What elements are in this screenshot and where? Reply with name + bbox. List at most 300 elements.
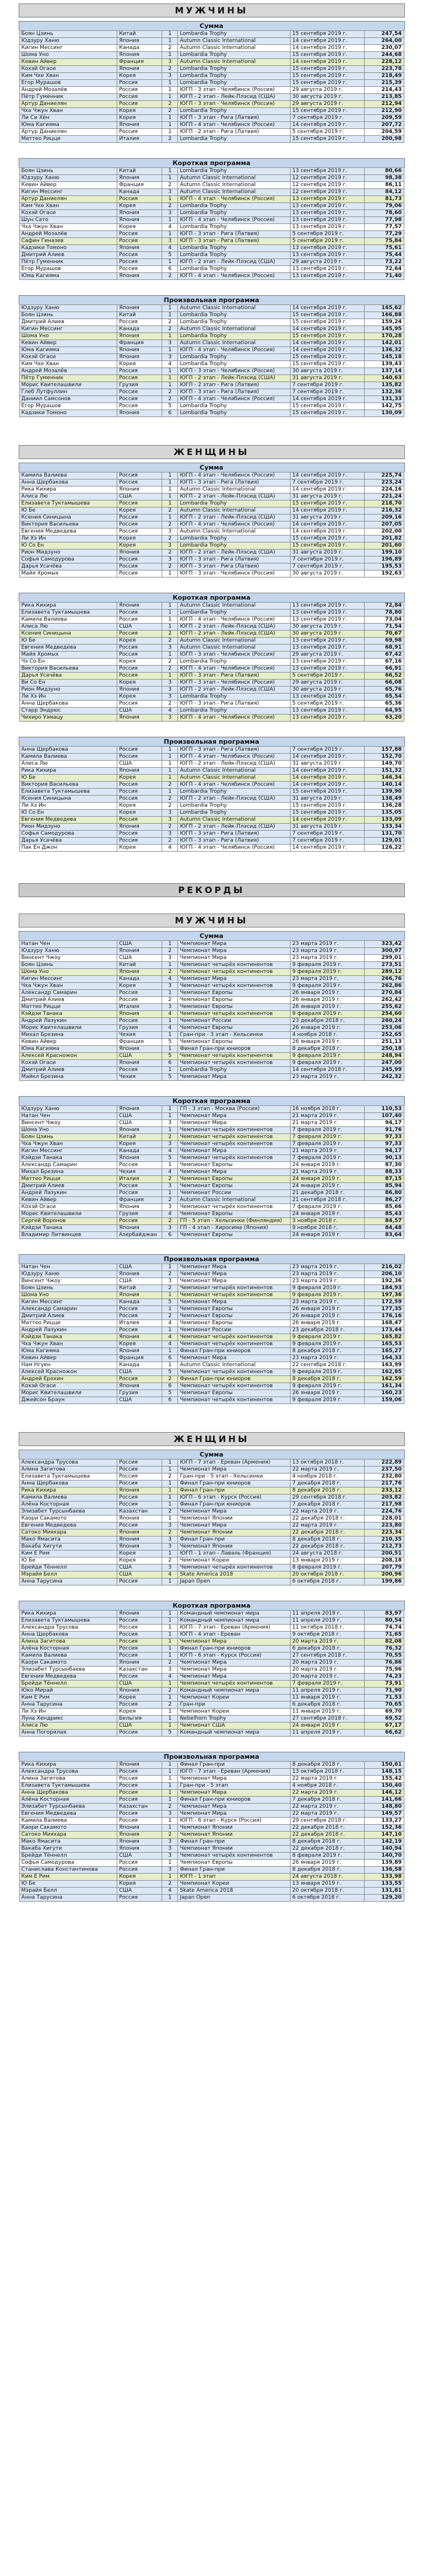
country-cell: Япония [117, 347, 162, 354]
table-row [19, 115, 404, 122]
date-cell: 15 сентября 2019 г. [290, 810, 364, 817]
country-cell: Россия [117, 1639, 162, 1646]
date-cell: 23 марта 2019 г. [290, 1271, 364, 1278]
competition-cell: ЮГП - 4 этап - Челябинск (Россия) [178, 347, 291, 354]
country-cell: Япония [117, 1660, 162, 1667]
skater-name-cell: Кевин Айвер [19, 340, 117, 347]
table-row [19, 501, 404, 508]
competition-cell: Чемпионат Европы [178, 1176, 291, 1183]
score-cell: 223,24 [365, 480, 404, 487]
date-cell: 30 августа 2019 г. [290, 624, 364, 631]
country-cell: Россия [117, 617, 162, 624]
place-cell: 5 [162, 1299, 178, 1306]
competition-cell: Autumn Classic International [178, 638, 291, 645]
place-cell: 2 [162, 1688, 178, 1695]
skater-name-cell: Анна Щербакова [19, 1790, 117, 1797]
skater-name-cell: Морис Квителашвили [19, 1390, 117, 1397]
competition-cell: Lombardia Trophy [178, 789, 291, 796]
score-cell: 148,15 [365, 1769, 404, 1776]
table-row [19, 1292, 404, 1299]
skater-name-cell: Каори Сакамото [19, 1660, 117, 1667]
table-row [19, 1355, 404, 1362]
skater-name-cell: Шома Уно [19, 1292, 117, 1299]
records-section [0, 1752, 423, 1902]
country-cell: Россия [117, 817, 162, 824]
date-cell: 22 декабря 2018 г. [290, 1832, 364, 1839]
place-cell: 5 [162, 1053, 178, 1060]
score-cell: 159,24 [365, 319, 404, 326]
place-cell: 3 [162, 1667, 178, 1674]
score-cell: 162,59 [365, 1376, 404, 1383]
place-cell: 6 [162, 1355, 178, 1362]
place-cell: 4 [162, 1572, 178, 1578]
table-row [19, 1625, 404, 1632]
competition-cell: Autumn Classic International [178, 175, 291, 182]
table-row [19, 45, 404, 52]
score-cell: 126,22 [365, 845, 404, 852]
score-cell: 212,90 [365, 108, 404, 115]
date-cell: 22 марта 2019 г. [290, 1776, 364, 1783]
place-cell: 2 [162, 631, 178, 638]
table-row [19, 1004, 404, 1011]
score-cell: 84,48 [365, 1225, 404, 1232]
country-cell: Россия [117, 1646, 162, 1653]
place-cell: 5 [162, 1390, 178, 1397]
country-cell: США [117, 1888, 162, 1895]
season-section [0, 295, 423, 417]
country-cell: Франция [117, 59, 162, 66]
score-cell: 228,12 [365, 59, 404, 66]
table-row [19, 962, 404, 969]
place-cell: 5 [162, 1730, 178, 1737]
competition-cell: Чемпионат Японии [178, 1846, 291, 1853]
competition-cell: ЮГП - 6 этап - Курск (Россия) [178, 1818, 291, 1825]
skater-name-cell: Нам Нгуен [19, 1362, 117, 1369]
table-row [19, 129, 404, 136]
place-cell: 2 [162, 1197, 178, 1204]
competition-cell: ЮГП - 3 этап - Рига (Латвия) [178, 556, 291, 564]
competition-cell: ЮГП - 2 этап - Лейк-Плэсид (США) [178, 375, 291, 382]
skater-name-cell: Анна Щербакова [19, 747, 117, 754]
score-cell: 69,98 [365, 638, 404, 645]
score-cell: 135,05 [365, 810, 404, 817]
skater-name-cell: Кадзики Томоно [19, 245, 117, 252]
score-cell: 78,80 [365, 610, 404, 617]
competition-cell: Чемпионат Кореи [178, 1709, 291, 1716]
score-cell: 132,36 [365, 389, 404, 396]
table-row [19, 1060, 404, 1067]
score-cell: 136,28 [365, 803, 404, 810]
country-cell: Россия [117, 1327, 162, 1334]
place-cell: 6 [162, 1060, 178, 1067]
table-row [19, 1776, 404, 1783]
country-cell: Корея [117, 1550, 162, 1558]
score-cell: 199,10 [365, 550, 404, 556]
score-cell: 83,97 [365, 1611, 404, 1618]
competition-cell: Lombardia Trophy [178, 136, 291, 143]
score-cell: 165,27 [365, 1348, 404, 1355]
score-cell: 146,34 [365, 775, 404, 782]
table-row [19, 1169, 404, 1176]
score-cell: 76,86 [365, 1660, 404, 1667]
place-cell: 1 [162, 1769, 178, 1776]
date-cell: 14 сентября 2019 г. [290, 775, 364, 782]
score-cell: 152,36 [365, 1825, 404, 1832]
place-cell: 1 [162, 1681, 178, 1688]
place-cell: 1 [162, 1716, 178, 1723]
skater-name-cell: Шома Уно [19, 52, 117, 59]
table-row [19, 1271, 404, 1278]
table-row [19, 1046, 404, 1053]
ranking-table [19, 304, 404, 417]
competition-cell: Финал Гран-при юниоров [178, 1348, 291, 1355]
country-cell: Россия [117, 196, 162, 203]
table-row [19, 1018, 404, 1025]
section-title: Короткая программа [19, 158, 405, 167]
date-cell: 15 сентября 2019 г. [290, 536, 364, 542]
skater-name-cell: Станислава Константинова [19, 1867, 117, 1874]
place-cell: 3 [162, 210, 178, 217]
country-cell: Россия [117, 389, 162, 396]
table-row [19, 680, 404, 687]
score-cell: 222,89 [365, 1460, 404, 1466]
skater-name-cell: Андрей Лазукин [19, 1327, 117, 1334]
competition-cell: Autumn Classic International [178, 817, 291, 824]
competition-cell: ЮГП - 2 этап - Рига (Латвия) [178, 129, 291, 136]
section-title: Сумма [19, 1450, 405, 1459]
place-cell: 3 [162, 1522, 178, 1530]
country-cell: Япония [117, 1292, 162, 1299]
table-row [19, 983, 404, 990]
place-cell: 2 [162, 1285, 178, 1292]
date-cell: 11 января 2019 г. [290, 1695, 364, 1702]
competition-cell: Чемпионат Мира [178, 1522, 291, 1530]
date-cell: 15 сентября 2019 г. [290, 361, 364, 368]
table-row [19, 1660, 404, 1667]
place-cell: 1 [162, 1790, 178, 1797]
place-cell: 1 [162, 231, 178, 238]
place-cell: 3 [162, 983, 178, 990]
table-row [19, 312, 404, 319]
date-cell: 14 сентября 2019 г. [290, 817, 364, 824]
date-cell: 5 сентября 2019 г. [290, 701, 364, 708]
table-row [19, 1818, 404, 1825]
place-cell: 1 [162, 375, 178, 382]
place-cell: 2 [162, 803, 178, 810]
skater-name-cell: Камила Валиева [19, 473, 117, 480]
competition-cell: Чемпионат Мира [178, 1674, 291, 1681]
competition-cell: Lombardia Trophy [178, 80, 291, 87]
country-cell: Россия [117, 1625, 162, 1632]
place-cell: 3 [162, 831, 178, 838]
table-row [19, 1127, 404, 1134]
competition-cell: ЮГП - 3 этап - Челябинск (Россия) [178, 652, 291, 659]
score-cell: 133,34 [365, 824, 404, 831]
country-cell: Россия [117, 1776, 162, 1783]
skater-name-cell: Рика Кихира [19, 487, 117, 494]
table-row [19, 1674, 404, 1681]
skater-name-cell: Натан Чен [19, 941, 117, 948]
score-cell: 170,28 [365, 333, 404, 340]
competition-cell: Lombardia Trophy [178, 403, 291, 410]
score-cell: 70,65 [365, 1702, 404, 1709]
country-cell: США [117, 1053, 162, 1060]
table-row [19, 273, 404, 280]
score-cell: 68,91 [365, 645, 404, 652]
country-cell: США [117, 761, 162, 768]
score-cell: 142,75 [365, 403, 404, 410]
country-cell: Япония [117, 768, 162, 775]
score-cell: 248,94 [365, 1053, 404, 1060]
skater-name-cell: Рион Мидзуно [19, 687, 117, 694]
date-cell: 9 февраля 2019 г. [290, 1369, 364, 1376]
competition-cell: Lombardia Trophy [178, 810, 291, 817]
country-cell: Китай [117, 1134, 162, 1141]
skater-name-cell: Анна Щербакова [19, 480, 117, 487]
score-cell: 217,76 [365, 1480, 404, 1488]
skater-name-cell: Пётр Гуменник [19, 259, 117, 266]
country-cell: Италия [117, 1320, 162, 1327]
table-row [19, 305, 404, 312]
place-cell: 2 [162, 1530, 178, 1536]
skater-name-cell: Андрей Мозалёв [19, 87, 117, 94]
place-cell: 4 [162, 1674, 178, 1681]
skater-name-cell: Элизабет Турсынбаева [19, 1508, 117, 1516]
table-row [19, 1681, 404, 1688]
place-cell: 3 [162, 59, 178, 66]
date-cell: 13 сентября 2019 г. [290, 694, 364, 701]
country-cell: Япония [117, 38, 162, 45]
table-row [19, 990, 404, 997]
place-cell: 1 [162, 1127, 178, 1134]
table-row [19, 1881, 404, 1888]
country-cell: Россия [117, 652, 162, 659]
place-cell: 1 [162, 1709, 178, 1716]
skater-name-cell: Боян Цзинь [19, 1285, 117, 1292]
date-cell: 23 марта 2019 г. [290, 941, 364, 948]
competition-cell: Чемпионат четырёх континентов [178, 983, 291, 990]
country-cell: Япония [117, 1825, 162, 1832]
score-cell: 199,86 [365, 1578, 404, 1586]
competition-cell: ЮГП - 4 этап - Челябинск (Россия) [178, 754, 291, 761]
date-cell: 3 ноября 2018 г. [290, 1218, 364, 1225]
country-cell: Япония [117, 175, 162, 182]
table-row [19, 52, 404, 59]
skater-name-cell: Юдзуру Ханю [19, 1271, 117, 1278]
date-cell: 13 сентября 2019 г. [290, 245, 364, 252]
place-cell: 2 [162, 550, 178, 556]
place-cell: 2 [162, 1558, 178, 1564]
country-cell: Корея [117, 1141, 162, 1148]
score-cell: 82,08 [365, 1639, 404, 1646]
score-cell: 218,70 [365, 501, 404, 508]
place-cell: 1 [162, 1860, 178, 1867]
date-cell: 13 сентября 2019 г. [290, 217, 364, 224]
competition-cell: Чемпионат Мира [178, 1660, 291, 1667]
date-cell: 20 октября 2018 г. [290, 1572, 364, 1578]
country-cell: Россия [117, 556, 162, 564]
table-row [19, 550, 404, 556]
date-cell: 15 сентября 2019 г. [290, 108, 364, 115]
score-cell: 299,01 [365, 955, 404, 962]
country-cell: США [117, 1278, 162, 1285]
place-cell: 1 [162, 87, 178, 94]
table-row [19, 375, 404, 382]
score-cell: 207,05 [365, 522, 404, 528]
table-row [19, 1190, 404, 1197]
season-group-title: МУЖЧИНЫ [19, 4, 405, 18]
skater-name-cell: Майкл Брезина [19, 1074, 117, 1081]
date-cell: 31 августа 2019 г. [290, 550, 364, 556]
score-cell: 146,12 [365, 1790, 404, 1797]
place-cell: 4 [162, 361, 178, 368]
skater-name-cell: Юма Кагияма [19, 1348, 117, 1355]
place-cell: 1 [162, 652, 178, 659]
score-cell: 65,54 [365, 694, 404, 701]
competition-cell: Japan Open [178, 1895, 291, 1902]
country-cell: Япония [117, 1011, 162, 1018]
score-cell: 133,09 [365, 817, 404, 824]
skater-name-cell: Евгения Медведева [19, 1674, 117, 1681]
place-cell: 1 [162, 789, 178, 796]
country-cell: Япония [117, 1530, 162, 1536]
skater-name-cell: Камила Валиева [19, 617, 117, 624]
competition-cell: Skate America 2018 [178, 1888, 291, 1895]
place-cell: 1 [162, 1874, 178, 1881]
date-cell: 26 января 2019 г. [290, 1025, 364, 1032]
skater-name-cell: Ксения Синицына [19, 631, 117, 638]
date-cell: 13 сентября 2019 г. [290, 224, 364, 231]
skater-name-cell: Натан Чен [19, 1113, 117, 1120]
country-cell: Россия [117, 368, 162, 375]
score-cell: 203,82 [365, 1494, 404, 1502]
date-cell: 11 апреля 2019 г. [290, 1618, 364, 1625]
table-row [19, 1646, 404, 1653]
skater-name-cell: Ю Со Ён [19, 542, 117, 550]
country-cell: Китай [117, 1285, 162, 1292]
table-row [19, 810, 404, 817]
place-cell: 3 [162, 73, 178, 80]
place-cell: 2 [162, 564, 178, 570]
place-cell: 5 [162, 1369, 178, 1376]
country-cell: Россия [117, 701, 162, 708]
country-cell: Россия [117, 1790, 162, 1797]
score-cell: 86,11 [365, 182, 404, 189]
date-cell: 30 августа 2019 г. [290, 687, 364, 694]
score-cell: 131,81 [365, 1888, 404, 1895]
competition-cell: Lombardia Trophy [178, 410, 291, 417]
skater-name-cell: Артур Даниелян [19, 101, 117, 108]
place-cell: 2 [162, 101, 178, 108]
score-cell: 201,60 [365, 542, 404, 550]
date-cell: 11 апреля 2019 г. [290, 1730, 364, 1737]
country-cell: Россия [117, 1480, 162, 1488]
competition-cell: ЮГП - 6 этап - Курск (Россия) [178, 1494, 291, 1502]
competition-cell: ЮГП - 2 этап - Рига (Латвия) [178, 382, 291, 389]
score-cell: 253,06 [365, 1025, 404, 1032]
place-cell: 2 [162, 66, 178, 73]
skater-name-cell: Камила Валиева [19, 1818, 117, 1825]
table-row [19, 782, 404, 789]
competition-cell: ЮГП - 2 этап - Лейк-Плэсид (США) [178, 259, 291, 266]
competition-cell: ЮГП - 2 этап - Лейк-Плэсид (США) [178, 631, 291, 638]
skater-name-cell: Ким Е Рим [19, 1550, 117, 1558]
table-row [19, 522, 404, 528]
place-cell: 1 [162, 347, 178, 354]
score-cell: 129,01 [365, 838, 404, 845]
place-cell: 1 [162, 617, 178, 624]
place-cell: 3 [162, 1278, 178, 1285]
place-cell: 1 [162, 990, 178, 997]
country-cell: Италия [117, 136, 162, 143]
place-cell: 3 [162, 1141, 178, 1148]
table-row [19, 326, 404, 333]
competition-cell: ЮГП - 7 этап - Ереван (Армения) [178, 1460, 291, 1466]
country-cell: Азербайджан [117, 1232, 162, 1239]
date-cell: 23 марта 2019 г. [290, 1264, 364, 1271]
date-cell: 4 ноября 2018 г. [290, 1783, 364, 1790]
score-cell: 247,54 [365, 31, 404, 38]
country-cell: Корея [117, 983, 162, 990]
country-cell: Россия [117, 501, 162, 508]
competition-cell: Чемпионат Мира [178, 1074, 291, 1081]
country-cell: Россия [117, 990, 162, 997]
competition-cell: Чемпионат Европы [178, 1025, 291, 1032]
table-row [19, 1225, 404, 1232]
date-cell: 15 сентября 2019 г. [290, 66, 364, 73]
place-cell: 2 [162, 1376, 178, 1383]
skater-name-cell: Елизавета Туктамышева [19, 501, 117, 508]
country-cell: США [117, 1572, 162, 1578]
table-row [19, 1197, 404, 1204]
table-row [19, 1032, 404, 1039]
place-cell: 1 [162, 1460, 178, 1466]
skater-name-cell: Софья Самодурова [19, 556, 117, 564]
country-cell: Япония [117, 273, 162, 280]
date-cell: 5 сентября 2019 г. [290, 673, 364, 680]
skater-name-cell: Юма Кагияма [19, 347, 117, 354]
skater-name-cell: Дмитрий Алиев [19, 252, 117, 259]
competition-cell: Чемпионат Кореи [178, 1695, 291, 1702]
place-cell: 1 [162, 1494, 178, 1502]
date-cell: 13 сентября 2019 г. [290, 610, 364, 617]
skater-name-cell: Елизавета Туктамышева [19, 1783, 117, 1790]
score-cell: 87,30 [365, 1162, 404, 1169]
score-cell: 75,96 [365, 1667, 404, 1674]
date-cell: 13 сентября 2019 г. [290, 638, 364, 645]
competition-cell: ЮГП - 3 этап - Рига (Латвия) [178, 238, 291, 245]
skater-name-cell: Дмитрий Алиев [19, 1183, 117, 1190]
skater-name-cell: Андрей Лазукин [19, 1018, 117, 1025]
competition-cell: Чемпионат Мира [178, 1355, 291, 1362]
place-cell: 4 [162, 1025, 178, 1032]
skater-name-cell: Андрей Мозалёв [19, 368, 117, 375]
score-cell: 88,33 [365, 1169, 404, 1176]
place-cell: 3 [162, 1183, 178, 1190]
table-row [19, 1390, 404, 1397]
skater-name-cell: Пак Ён Джон [19, 845, 117, 852]
competition-cell: Lombardia Trophy [178, 210, 291, 217]
competition-cell: ЮГП - 4 этап - Челябинск (Россия) [178, 217, 291, 224]
country-cell: Россия [117, 319, 162, 326]
skater-name-cell: Елизавета Туктамышева [19, 789, 117, 796]
place-cell: 2 [162, 396, 178, 403]
section-title: Произвольная программа [19, 295, 405, 304]
date-cell: 15 сентября 2019 г. [290, 333, 364, 340]
skater-name-cell: Сафин Гиназев [19, 238, 117, 245]
competition-cell: Чемпионат США [178, 1723, 291, 1730]
date-cell: 27 сентября 2018 г. [290, 1716, 364, 1723]
